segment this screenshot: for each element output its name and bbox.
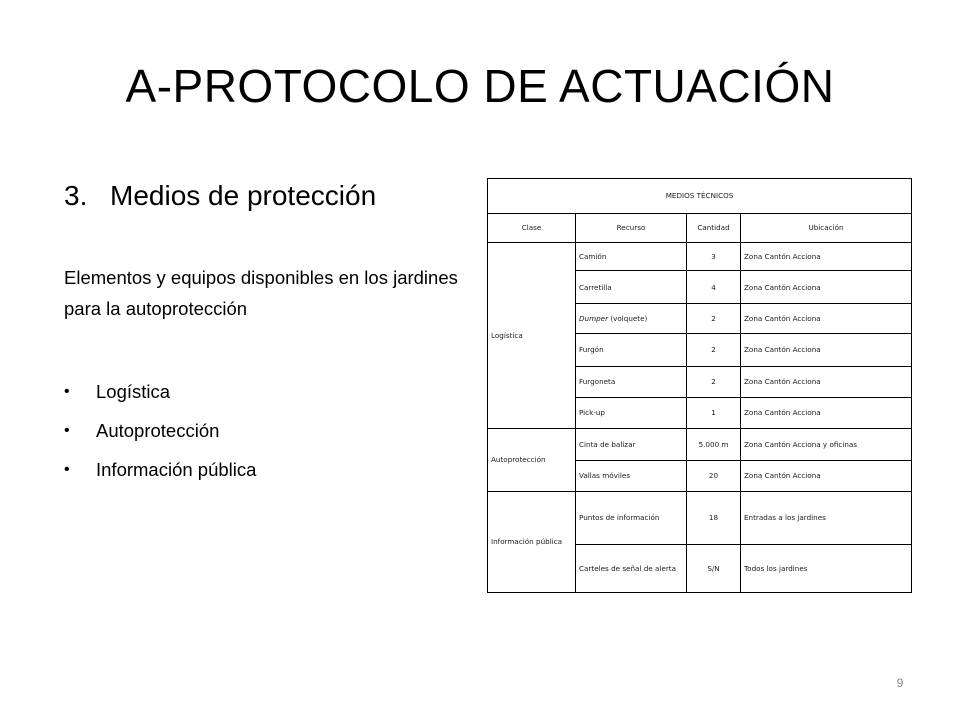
table	[487, 178, 912, 593]
cantidad-cell: 2	[687, 303, 741, 333]
column-header-clase: Clase	[488, 213, 576, 242]
column-header-ubicacion: Ubicación	[741, 213, 912, 242]
cantidad-cell: 2	[687, 334, 741, 366]
bullet-item	[64, 372, 444, 411]
recurso-cell: Carretilla	[576, 271, 687, 303]
cantidad-cell: S/N	[687, 545, 741, 593]
recurso-cell: Camión	[576, 242, 687, 270]
cantidad-cell: 1	[687, 398, 741, 428]
recurso-cell: Furgón	[576, 334, 687, 366]
recurso-cell: Puntos de información	[576, 491, 687, 545]
class-cell-autoproteccion: Autoprotección	[488, 428, 576, 491]
recurso-cell: Vallas móviles	[576, 461, 687, 491]
slide-title: A-PROTOCOLO DE ACTUACIÓN	[125, 60, 835, 112]
page-number: 9	[896, 676, 904, 690]
ubicacion-cell: Entradas a los jardines	[741, 491, 912, 545]
cantidad-cell: 18	[687, 491, 741, 545]
ubicacion-cell: Zona Cantón Acciona y oficinas	[741, 428, 912, 460]
bullet-icon: •	[64, 461, 70, 478]
bullet-text: Autoprotección	[96, 420, 220, 441]
section-heading	[64, 176, 376, 216]
ubicacion-cell: Zona Cantón Acciona	[741, 271, 912, 303]
bullet-item	[64, 411, 444, 450]
ubicacion-cell: Zona Cantón Acciona	[741, 334, 912, 366]
bullet-icon: •	[64, 422, 70, 439]
cantidad-cell: 4	[687, 271, 741, 303]
table-row	[488, 491, 912, 545]
ubicacion-cell: Zona Cantón Acciona	[741, 461, 912, 491]
ubicacion-cell: Todos los jardines	[741, 545, 912, 593]
recurso-cell: Cinta de balizar	[576, 428, 687, 460]
recurso-italic: Dumper	[579, 314, 609, 324]
class-cell-informacion: Información pública	[488, 491, 576, 593]
class-cell-logistica: Logística	[488, 242, 576, 428]
bullet-icon: •	[64, 383, 70, 400]
cantidad-cell: 3	[687, 242, 741, 270]
table-header-row	[488, 213, 912, 242]
bullet-text: Logística	[96, 381, 171, 402]
table-row	[488, 428, 912, 460]
bullet-list	[64, 372, 444, 489]
medios-tecnicos-table	[487, 178, 911, 593]
recurso-rest: (volquete)	[608, 314, 648, 324]
column-header-recurso: Recurso	[576, 213, 687, 242]
bullet-text: Información pública	[96, 459, 257, 480]
section-number: 3.	[64, 180, 88, 211]
ubicacion-cell: Zona Cantón Acciona	[741, 398, 912, 428]
section-label: Medios de protección	[110, 180, 377, 211]
cantidad-cell: 2	[687, 366, 741, 397]
bullet-item	[64, 450, 444, 489]
ubicacion-cell: Zona Cantón Acciona	[741, 366, 912, 397]
cantidad-cell: 20	[687, 461, 741, 491]
recurso-cell	[576, 303, 687, 333]
ubicacion-cell: Zona Cantón Acciona	[741, 242, 912, 270]
table-caption: MEDIOS TÉCNICOS	[488, 179, 912, 214]
intro-text: Elementos y equipos disponibles en los jardines para la autoprotección	[64, 267, 458, 319]
recurso-cell: Carteles de señal de alerta	[576, 545, 687, 593]
table-row	[488, 242, 912, 270]
ubicacion-cell: Zona Cantón Acciona	[741, 303, 912, 333]
recurso-cell: Pick-up	[576, 398, 687, 428]
column-header-cantidad: Cantidad	[687, 213, 741, 242]
cantidad-cell: 5.000 m	[687, 428, 741, 460]
recurso-cell: Furgoneta	[576, 366, 687, 397]
